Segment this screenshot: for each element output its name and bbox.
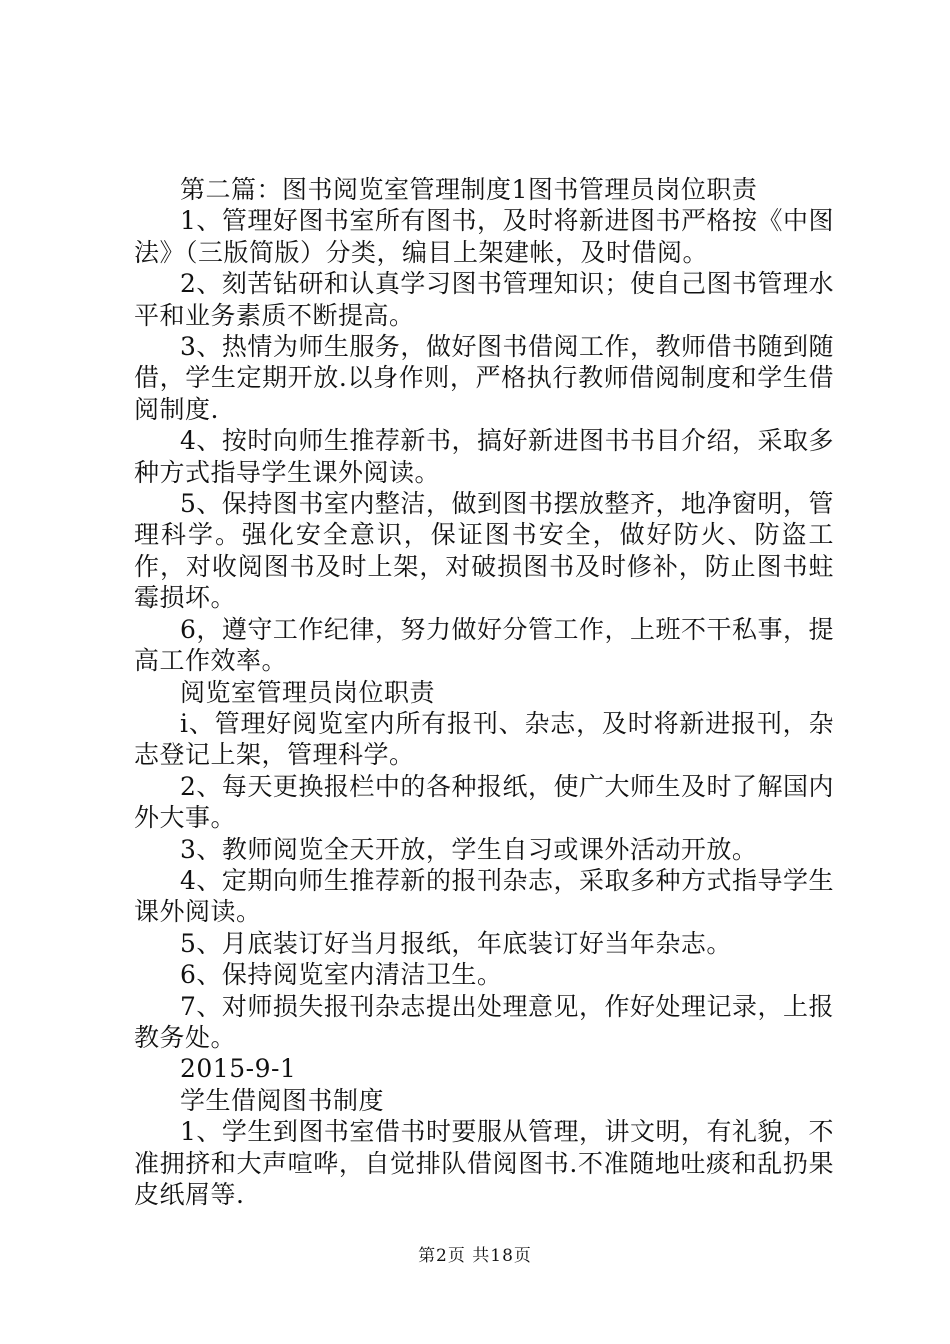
paragraph-item: 3、热情为师生服务，做好图书借阅工作，教师借书随到随借，学生定期开放.以身作则，严格执行教师借阅制度和学生借阅制度. [134,332,834,424]
paragraph-item: 6，遵守工作纪律，努力做好分管工作，上班不干私事，提高工作效率。 [134,614,834,676]
date-line: 2015-9-1 [180,1054,297,1084]
paragraph-item: 5、月底装订好当月报纸，年底装订好当年杂志。 [180,928,732,958]
paragraph-item: 2、刻苦钻研和认真学习图书管理知识；使自己图书管理水平和业务素质不断提高。 [134,269,834,330]
section-heading: 学生借阅图书制度 [180,1085,385,1115]
section-heading: 阅览室管理员岗位职责 [180,677,436,707]
page-footer: 第2页 共18页 [418,1246,532,1266]
document-body [134,174,834,1210]
paragraph-item: 7、对师损失报刊杂志提出处理意见，作好处理记录，上报教务处。 [134,991,834,1052]
paragraph-item: 4、按时向师生推荐新书，搞好新进图书书目介绍，采取多种方式指导学生课外阅读。 [134,426,834,487]
paragraph-item: 4、定期向师生推荐新的报刊杂志，采取多种方式指导学生课外阅读。 [134,865,834,927]
paragraph-item: 5、保持图书室内整洁，做到图书摆放整齐，地净窗明，管理科学。强化安全意识，保证图书安全，做好防火、防盗工作，对收阅图书及时上架，对破损图书及时修补，防止图书蛀霉损坏。 [134,489,834,613]
paragraph-item: i、管理好阅览室内所有报刊、杂志，及时将新进报刊，杂志登记上架，管理科学。 [134,708,834,770]
paragraph-item: 1、管理好图书室所有图书，及时将新进图书严格按《中图法》（三版简版）分类，编目上架建帐，及时借阅。 [134,206,834,267]
paragraph-item: 6、保持阅览室内清洁卫生。 [180,960,503,990]
paragraph-item: 1、学生到图书室借书时要服从管理，讲文明，有礼貌，不准拥挤和大声喧哗，自觉排队借阅图书.不准随地吐痰和乱扔果皮纸屑等. [134,1117,834,1209]
paragraph-item: 3、教师阅览全天开放，学生自习或课外活动开放。 [180,834,758,864]
section-heading: 第二篇：图书阅览室管理制度1图书管理员岗位职责 [180,175,758,204]
paragraph-item: 2、每天更换报栏中的各种报纸，使广大师生及时了解国内外大事。 [134,771,834,833]
